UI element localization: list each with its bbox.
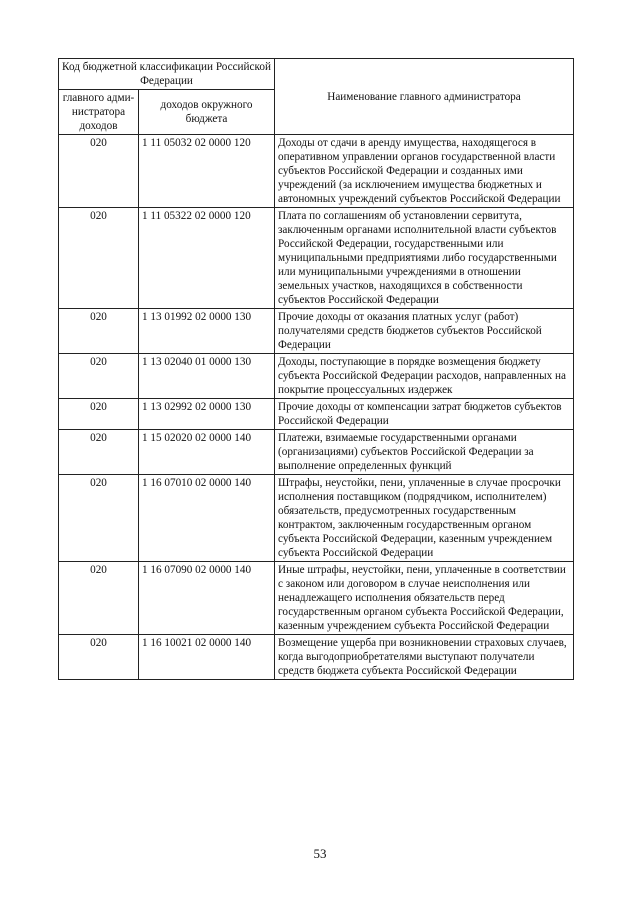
header-district-budget-revenue: доходов окружного бюджета xyxy=(139,90,275,135)
administrator-name-cell: Доходы, поступающие в порядке возмещения бюджету субъекта Российской Федерации расходов, направленных на покрытие процессуальных издержек xyxy=(275,354,574,399)
admin-code-cell: 020 xyxy=(59,399,139,430)
table-row xyxy=(59,475,574,562)
revenue-code-cell: 1 15 02020 02 0000 140 xyxy=(139,430,275,475)
header-classification-code: Код бюджетной классификации Российской Федерации xyxy=(59,59,275,90)
revenue-code-cell: 1 13 02992 02 0000 130 xyxy=(139,399,275,430)
revenue-code-cell: 1 13 01992 02 0000 130 xyxy=(139,309,275,354)
administrator-name-cell: Возмещение ущерба при возникновении страховых случаев, когда выгодоприобретателями выступают получатели средств бюджета субъекта Российской Федерации xyxy=(275,635,574,680)
table-row xyxy=(59,135,574,208)
admin-code-cell: 020 xyxy=(59,309,139,354)
table-row xyxy=(59,635,574,680)
administrator-name-cell: Доходы от сдачи в аренду имущества, находящегося в оперативном управлении органов государственной власти субъектов Российской Федерации и созданных ими учреждений (за исключением имущества бюджетных и автономных учреждений субъектов Российской Федерации xyxy=(275,135,574,208)
administrator-name-cell: Плата по соглашениям об установлении сервитута, заключенным органами исполнительной власти субъектов Российской Федерации, государственными или муниципальными предприятиями либо государственными или муниципальными учреждениями в отношении земельных участков, находящихся в собственности субъектов Российской Федерации xyxy=(275,208,574,309)
table-row xyxy=(59,562,574,635)
header-row-top xyxy=(59,59,574,90)
header-administrator-name: Наименование главного администратора xyxy=(275,59,574,135)
administrator-name-cell: Платежи, взимаемые государственными органами (организациями) субъектов Российской Федерации за выполнение определенных функций xyxy=(275,430,574,475)
revenue-code-cell: 1 11 05322 02 0000 120 xyxy=(139,208,275,309)
admin-code-cell: 020 xyxy=(59,475,139,562)
admin-code-cell: 020 xyxy=(59,354,139,399)
administrator-name-cell: Прочие доходы от оказания платных услуг (работ) получателями средств бюджетов субъектов Российской Федерации xyxy=(275,309,574,354)
revenue-code-cell: 1 16 10021 02 0000 140 xyxy=(139,635,275,680)
admin-code-cell: 020 xyxy=(59,430,139,475)
page-number: 53 xyxy=(313,846,327,861)
table-row xyxy=(59,309,574,354)
revenue-code-cell: 1 11 05032 02 0000 120 xyxy=(139,135,275,208)
table-row xyxy=(59,208,574,309)
table-row xyxy=(59,399,574,430)
administrator-name-cell: Иные штрафы, неустойки, пени, уплаченные в соответствии с законом или договором в случае неисполнения или ненадлежащего исполнения обязательств перед государственным органом субъекта Российской Федерации, казенным учреждением субъекта Российской Федерации xyxy=(275,562,574,635)
budget-classification-table xyxy=(58,58,574,680)
table-row xyxy=(59,354,574,399)
header-main-administrator: главного адми-нистратора доходов xyxy=(59,90,139,135)
admin-code-cell: 020 xyxy=(59,562,139,635)
administrator-name-cell: Прочие доходы от компенсации затрат бюджетов субъектов Российской Федерации xyxy=(275,399,574,430)
revenue-code-cell: 1 16 07010 02 0000 140 xyxy=(139,475,275,562)
table-row xyxy=(59,430,574,475)
revenue-code-cell: 1 16 07090 02 0000 140 xyxy=(139,562,275,635)
admin-code-cell: 020 xyxy=(59,135,139,208)
admin-code-cell: 020 xyxy=(59,208,139,309)
admin-code-cell: 020 xyxy=(59,635,139,680)
administrator-name-cell: Штрафы, неустойки, пени, уплаченные в случае просрочки исполнения поставщиком (подрядчиком, исполнителем) обязательств, предусмотренных государственным контрактом, заключенным государственным органом субъекта Российской Федерации, казенным учреждением субъекта Российской Федерации xyxy=(275,475,574,562)
revenue-code-cell: 1 13 02040 01 0000 130 xyxy=(139,354,275,399)
